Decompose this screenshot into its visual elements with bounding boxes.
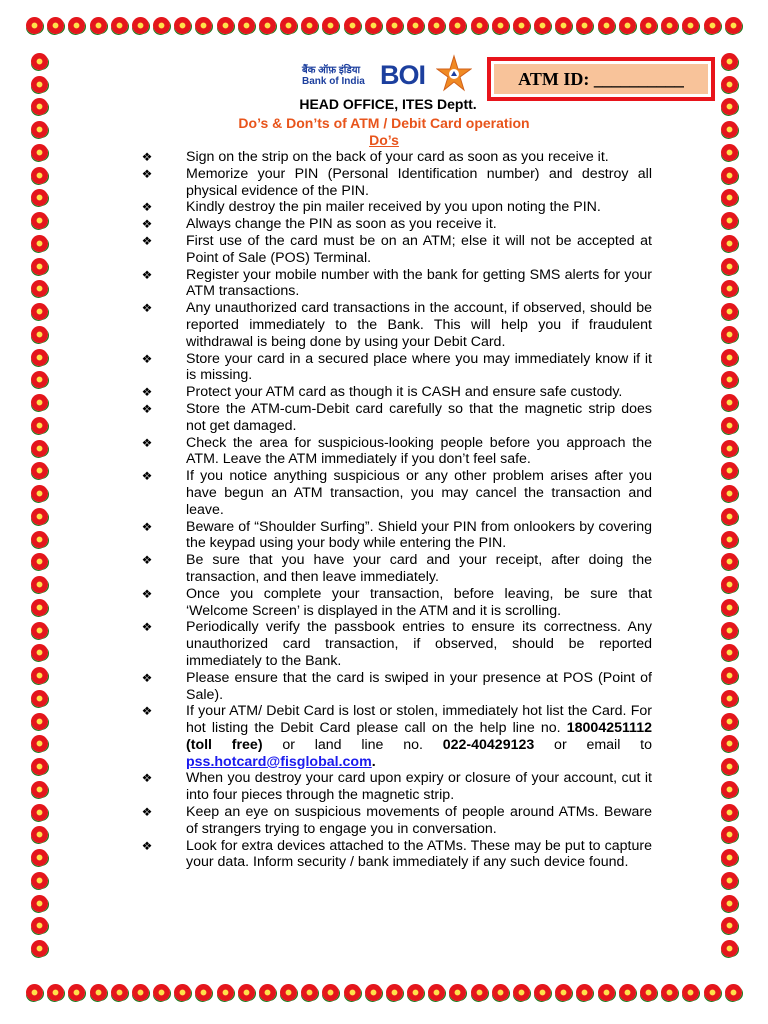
flower-icon	[322, 17, 339, 34]
logo-english-text: Bank of India	[302, 76, 365, 87]
flower-icon	[513, 17, 530, 34]
flower-icon	[47, 17, 64, 34]
flower-icon	[31, 258, 48, 275]
flower-icon	[31, 303, 48, 320]
bullet-icon: ❖	[141, 519, 153, 534]
hotcard-email-link[interactable]: pss.hotcard@fisglobal.com	[186, 753, 372, 770]
flower-icon	[721, 644, 738, 661]
list-item-text: Register your mobile number with the bank for getting SMS alerts for your ATM transactions.	[186, 266, 652, 300]
flower-icon	[31, 326, 48, 343]
flower-icon	[31, 576, 48, 593]
flower-icon	[31, 462, 48, 479]
flower-icon	[153, 984, 170, 1001]
flower-icon	[721, 531, 738, 548]
flower-icon	[721, 508, 738, 525]
flower-icon	[721, 440, 738, 457]
flower-icon	[721, 758, 738, 775]
flower-icon	[238, 984, 255, 1001]
flower-icon	[301, 984, 318, 1001]
bullet-icon: ❖	[141, 553, 153, 568]
flower-icon	[31, 235, 48, 252]
list-item	[140, 435, 652, 469]
landline-number: 022-40429123	[442, 736, 535, 753]
flower-icon	[259, 984, 276, 1001]
bullet-icon: ❖	[141, 301, 153, 316]
flower-icon	[428, 17, 445, 34]
flower-icon	[31, 758, 48, 775]
flower-icon	[721, 349, 738, 366]
flower-icon	[721, 167, 738, 184]
flower-icon	[68, 17, 85, 34]
flower-icon	[407, 984, 424, 1001]
list-item-text: Keep an eye on suspicious movements of people around ATMs. Beware of strangers trying to engage you in conversation.	[186, 804, 652, 837]
list-item-text: Periodically verify the passbook entries to ensure its correctness. Any unauthorized card transaction, if observed, should be reported immediately to the Bank.	[186, 619, 652, 669]
flower-icon	[31, 394, 48, 411]
flower-icon	[721, 394, 738, 411]
flower-icon	[174, 984, 191, 1001]
flower-icon	[513, 984, 530, 1001]
flower-icon	[31, 690, 48, 707]
flower-icon	[31, 826, 48, 843]
list-item	[140, 267, 652, 301]
list-item	[140, 166, 652, 200]
flower-icon	[365, 984, 382, 1001]
flower-icon	[598, 17, 615, 34]
list-item-text: Once you complete your transaction, before leaving, be sure that ‘Welcome Screen’ is displayed in the ATM and it is scrolling.	[186, 585, 652, 619]
list-item-text: First use of the card must be on an ATM; else it will not be accepted at Point of Sale (POS) Terminal.	[186, 232, 652, 266]
list-item	[140, 804, 652, 838]
flower-icon	[721, 258, 738, 275]
flower-border-top	[0, 0, 768, 50]
flower-icon	[31, 212, 48, 229]
list-item	[140, 384, 652, 401]
list-item-text: Kindly destroy the pin mailer received by you upon noting the PIN.	[186, 199, 601, 216]
flower-icon	[31, 940, 48, 957]
flower-icon	[725, 984, 742, 1001]
flower-icon	[721, 553, 738, 570]
flower-icon	[721, 462, 738, 479]
bullet-icon: ❖	[141, 233, 153, 248]
bullet-icon: ❖	[141, 620, 153, 635]
flower-icon	[534, 984, 551, 1001]
flower-icon	[640, 984, 657, 1001]
flower-icon	[721, 212, 738, 229]
flower-icon	[31, 531, 48, 548]
flower-icon	[555, 17, 572, 34]
flower-icon	[31, 189, 48, 206]
lost-card-text-2: or land line no.	[262, 736, 443, 753]
flower-icon	[31, 167, 48, 184]
flower-icon	[31, 76, 48, 93]
bullet-icon: ❖	[141, 670, 153, 685]
flower-icon	[195, 984, 212, 1001]
logo-mark-text: BOI	[380, 60, 426, 90]
list-item	[140, 586, 652, 620]
flower-icon	[47, 984, 64, 1001]
flower-icon	[471, 17, 488, 34]
flower-icon	[386, 17, 403, 34]
flower-icon	[31, 804, 48, 821]
flower-icon	[682, 984, 699, 1001]
flower-icon	[386, 984, 403, 1001]
flower-icon	[31, 440, 48, 457]
section-heading: Do’s	[369, 132, 399, 148]
flower-icon	[31, 371, 48, 388]
list-item-text: Memorize your PIN (Personal Identification number) and destroy all physical evidence of the PIN.	[186, 165, 652, 199]
flower-icon	[407, 17, 424, 34]
flower-icon	[153, 17, 170, 34]
flower-icon	[90, 984, 107, 1001]
list-item	[140, 670, 652, 704]
flower-icon	[31, 917, 48, 934]
flower-icon	[721, 872, 738, 889]
list-item-text: Beware of “Shoulder Surfing”. Shield your PIN from onlookers by covering the keypad using your body while entering the PIN.	[186, 518, 652, 552]
list-item	[140, 216, 652, 233]
flower-icon	[31, 280, 48, 297]
flower-icon	[31, 599, 48, 616]
flower-icon	[598, 984, 615, 1001]
bullet-icon: ❖	[141, 401, 153, 416]
flower-icon	[721, 417, 738, 434]
bullet-icon: ❖	[141, 771, 153, 786]
flower-icon	[217, 984, 234, 1001]
flower-icon	[68, 984, 85, 1001]
flower-icon	[721, 280, 738, 297]
lost-card-text-3: or email to	[534, 736, 652, 753]
flower-icon	[721, 76, 738, 93]
flower-icon	[280, 17, 297, 34]
flower-icon	[31, 553, 48, 570]
flower-icon	[661, 984, 678, 1001]
flower-icon	[259, 17, 276, 34]
lost-card-period: .	[371, 753, 376, 770]
flower-icon	[721, 667, 738, 684]
flower-icon	[31, 622, 48, 639]
flower-icon	[721, 849, 738, 866]
bullet-icon: ❖	[141, 150, 153, 164]
flower-icon	[721, 735, 738, 752]
bullet-icon: ❖	[141, 586, 153, 601]
list-item-text: Store your card in a secured place where you may immediately know if it is missing.	[186, 350, 652, 384]
flower-icon	[721, 895, 738, 912]
list-item	[140, 401, 652, 435]
list-item-text: Sign on the strip on the back of your card as soon as you receive it.	[186, 149, 609, 165]
list-item-text: Check the area for suspicious-looking people before you approach the ATM. Leave the ATM immediately if you don’t feel safe.	[186, 434, 652, 468]
list-item-text: Any unauthorized card transactions in the account, if observed, should be reported immediately to the Bank. This will help you if fraudulent withdrawal is being done by using your Debit Card.	[186, 300, 652, 350]
flower-icon	[31, 849, 48, 866]
list-item	[140, 233, 652, 267]
flower-icon	[721, 303, 738, 320]
list-item-text: Always change the PIN as soon as you receive it.	[186, 216, 497, 233]
list-item-text: Look for extra devices attached to the ATMs. These may be put to capture your data. Inform security / bank immediately if any such device found.	[186, 837, 652, 871]
flower-icon	[428, 984, 445, 1001]
flower-icon	[195, 17, 212, 34]
flower-icon	[31, 349, 48, 366]
document-title: Do’s & Don’ts of ATM / Debit Card operation	[238, 115, 530, 131]
flower-icon	[238, 17, 255, 34]
flower-icon	[640, 17, 657, 34]
flower-icon	[721, 599, 738, 616]
atm-id-box	[487, 57, 715, 101]
flower-icon	[704, 984, 721, 1001]
flower-icon	[31, 508, 48, 525]
flower-icon	[365, 17, 382, 34]
flower-border-left	[26, 50, 52, 960]
flower-icon	[721, 576, 738, 593]
flower-icon	[725, 17, 742, 34]
flower-icon	[344, 17, 361, 34]
flower-icon	[344, 984, 361, 1001]
toll-free-number: 18004251112 (toll free)	[186, 720, 652, 753]
list-item	[140, 619, 652, 669]
flower-icon	[721, 917, 738, 934]
flower-icon	[31, 417, 48, 434]
list-item-text: Store the ATM-cum-Debit card carefully so that the magnetic strip does not get damaged.	[186, 400, 652, 434]
flower-icon	[26, 984, 43, 1001]
flower-icon	[721, 940, 738, 957]
flower-icon	[721, 826, 738, 843]
atm-id-label: ATM ID: __________	[494, 64, 708, 94]
office-heading	[0, 96, 768, 112]
bullet-icon: ❖	[141, 217, 153, 232]
list-item-lost-card	[140, 703, 652, 770]
flower-icon	[721, 485, 738, 502]
flower-icon	[26, 17, 43, 34]
flower-icon	[301, 17, 318, 34]
flower-icon	[721, 690, 738, 707]
bullet-icon: ❖	[141, 704, 153, 719]
flower-icon	[174, 17, 191, 34]
flower-icon	[471, 984, 488, 1001]
flower-icon	[576, 17, 593, 34]
flower-icon	[721, 53, 738, 70]
bank-logo	[302, 60, 472, 100]
bullet-icon: ❖	[141, 435, 153, 450]
flower-icon	[31, 644, 48, 661]
list-item	[140, 519, 652, 553]
flower-icon	[31, 781, 48, 798]
flower-icon	[555, 984, 572, 1001]
flower-icon	[721, 371, 738, 388]
flower-icon	[449, 984, 466, 1001]
bullet-icon: ❖	[141, 166, 153, 181]
list-item-text: When you destroy your card upon expiry or closure of your account, cut it into four pieces through the magnetic strip.	[186, 770, 652, 804]
flower-icon	[111, 17, 128, 34]
lost-card-text: If your ATM/ Debit Card is lost or stolen, immediately hot list the Card. For hot listing the Debit Card please call on the help line no.	[186, 703, 652, 737]
flower-icon	[721, 804, 738, 821]
bullet-icon: ❖	[141, 200, 153, 215]
star-logo-icon	[436, 54, 472, 94]
flower-icon	[132, 984, 149, 1001]
flower-icon	[90, 17, 107, 34]
flower-icon	[721, 189, 738, 206]
flower-icon	[619, 17, 636, 34]
list-item	[140, 838, 652, 872]
flower-icon	[31, 485, 48, 502]
list-item	[140, 149, 652, 166]
bullet-icon: ❖	[141, 351, 153, 366]
bullet-icon: ❖	[141, 805, 153, 820]
flower-icon	[322, 984, 339, 1001]
flower-icon	[576, 984, 593, 1001]
flower-icon	[111, 984, 128, 1001]
flower-icon	[31, 713, 48, 730]
list-item-text: If you notice anything suspicious or any other problem arises after you have begun an ATM transaction, you may cancel the transaction and leave.	[186, 468, 652, 518]
list-item	[140, 770, 652, 804]
bullet-icon: ❖	[141, 838, 153, 853]
flower-icon	[31, 667, 48, 684]
flower-border-bottom	[0, 960, 768, 1024]
flower-icon	[449, 17, 466, 34]
flower-icon	[721, 781, 738, 798]
list-item-text: Be sure that you have your card and your receipt, after doing the transaction, and then leave immediately.	[186, 552, 652, 585]
flower-icon	[704, 17, 721, 34]
flower-icon	[534, 17, 551, 34]
flower-icon	[661, 17, 678, 34]
list-item	[140, 300, 652, 350]
office-heading-text: HEAD OFFICE, ITES Deptt.	[299, 96, 477, 112]
flower-icon	[721, 622, 738, 639]
flower-icon	[682, 17, 699, 34]
flower-icon	[492, 984, 509, 1001]
flower-border-right	[716, 50, 742, 960]
flower-icon	[217, 17, 234, 34]
flower-icon	[721, 326, 738, 343]
bullet-icon: ❖	[141, 267, 153, 282]
list-item	[140, 468, 652, 518]
flower-icon	[31, 872, 48, 889]
list-item	[140, 199, 652, 216]
dos-list	[140, 149, 652, 871]
flower-icon	[31, 735, 48, 752]
list-item	[140, 351, 652, 385]
logo-hindi-text: बैंक ऑफ़ इंडिया	[302, 65, 361, 76]
flower-icon	[492, 17, 509, 34]
flower-icon	[280, 984, 297, 1001]
bullet-icon: ❖	[141, 469, 153, 484]
bullet-icon: ❖	[141, 385, 153, 400]
list-item-text: Please ensure that the card is swiped in your presence at POS (Point of Sale).	[186, 669, 652, 703]
flower-icon	[619, 984, 636, 1001]
list-item	[140, 552, 652, 586]
flower-icon	[721, 713, 738, 730]
flower-icon	[31, 53, 48, 70]
list-item-text: Protect your ATM card as though it is CASH and ensure safe custody.	[186, 384, 623, 401]
flower-icon	[31, 895, 48, 912]
flower-icon	[132, 17, 149, 34]
flower-icon	[721, 235, 738, 252]
